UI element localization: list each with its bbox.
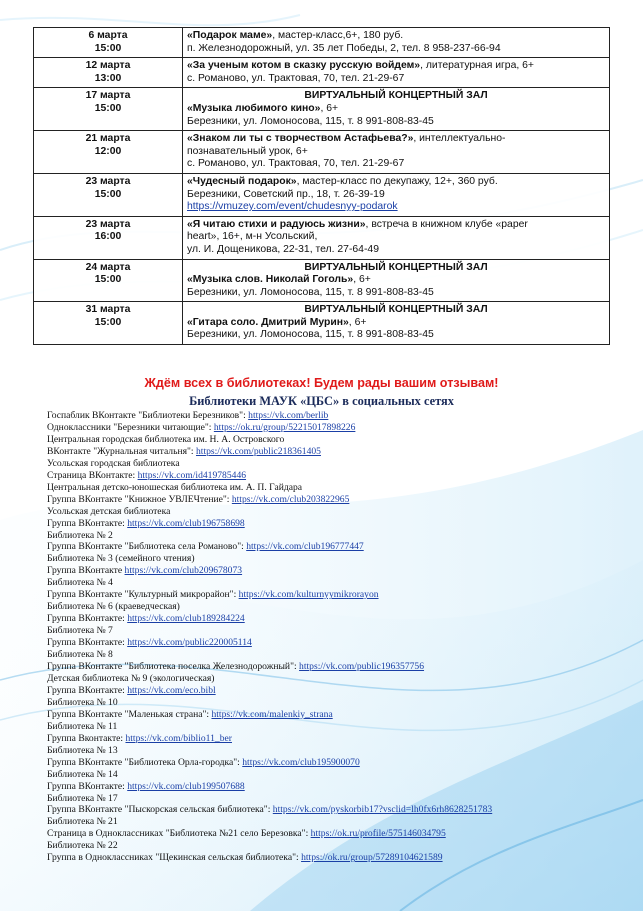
- event-row: [34, 173, 610, 216]
- event-address-line: heart», 16+, м-н Усольский,: [187, 231, 318, 243]
- event-details: , интеллектуально-: [413, 133, 506, 145]
- social-label: Группа ВКонтакте:: [47, 780, 128, 792]
- event-date-cell: [34, 28, 183, 58]
- library-name: [47, 816, 627, 828]
- library-name: [47, 553, 627, 565]
- social-link[interactable]: https://vk.com/public220005114: [127, 637, 252, 649]
- event-date: 24 марта: [85, 261, 131, 273]
- event-address-line: Березники, ул. Ломоносова, 115, т. 8 991-808-83-45: [187, 286, 434, 298]
- event-title-line: [187, 103, 605, 116]
- social-link[interactable]: https://vk.com/berlib: [248, 410, 329, 421]
- social-label: Центральная детско-юношеская библиотека им. А. П. Гайдара: [47, 481, 303, 493]
- social-link[interactable]: https://vk.com/malenkiy_strana: [211, 708, 333, 720]
- social-link-entry: [47, 709, 627, 721]
- event-date-cell: [34, 58, 183, 88]
- event-address-line: с. Романово, ул. Трактовая, 70, тел. 21-29-67: [187, 158, 405, 170]
- event-date: 23 марта: [85, 218, 131, 230]
- social-link[interactable]: https://vk.com/club196758698: [127, 517, 245, 529]
- event-title: «Гитара соло. Дмитрий Мурин»: [187, 316, 349, 328]
- event-title-line: [187, 176, 605, 189]
- event-date: 31 марта: [85, 304, 131, 316]
- social-label: Библиотека № 22: [47, 840, 118, 852]
- event-info-cell: [183, 216, 610, 259]
- social-label: ВКонтакте "Журнальная читальня":: [47, 445, 196, 457]
- social-networks-list: [47, 410, 627, 864]
- event-address-line: Березники, ул. Ломоносова, 115, т. 8 991-808-83-45: [187, 329, 434, 341]
- event-details: , мастер-класс,6+, 180 руб.: [272, 30, 404, 41]
- social-link[interactable]: https://vk.com/club203822965: [231, 493, 350, 505]
- social-link[interactable]: https://vk.com/club195900070: [242, 756, 360, 768]
- social-label: Библиотека № 13: [47, 744, 118, 756]
- library-name: [47, 793, 627, 805]
- social-link-entry: [47, 565, 627, 577]
- event-time: 12:00: [94, 145, 122, 157]
- social-label: Библиотека № 6 (краеведческая): [47, 601, 180, 613]
- social-label: Библиотека № 11: [47, 720, 118, 732]
- social-link-entry: [47, 589, 627, 601]
- event-row: [34, 216, 610, 259]
- event-address-line: познавательный урок, 6+: [187, 145, 308, 157]
- social-label: Библиотека № 7: [47, 625, 113, 637]
- event-venue-header: ВИРТУАЛЬНЫЙ КОНЦЕРТНЫЙ ЗАЛ: [304, 90, 488, 102]
- social-label: Библиотека № 2: [47, 529, 113, 541]
- social-link-entry: [47, 494, 627, 506]
- social-label: Группа ВКонтакте: [47, 565, 125, 577]
- event-row: [34, 58, 610, 88]
- social-label: Группа ВКонтакте:: [47, 517, 128, 529]
- event-title-line: [187, 219, 605, 232]
- social-link-entry: [47, 828, 627, 840]
- social-link-entry: [47, 518, 627, 530]
- social-label: Группа Вконтакте:: [47, 732, 126, 744]
- social-label: Группа ВКонтакте "Библиотека Орла-городка":: [47, 756, 243, 768]
- library-name: [47, 530, 627, 542]
- event-date-cell: [34, 173, 183, 216]
- social-link-entry: [47, 446, 627, 458]
- event-title-line: [187, 30, 605, 43]
- event-details: , 6+: [353, 274, 371, 286]
- library-name: [47, 458, 627, 470]
- event-date-cell: [34, 302, 183, 345]
- social-link[interactable]: https://ok.ru/group/52215017898226: [213, 421, 356, 433]
- social-link-entry: [47, 852, 627, 864]
- social-link[interactable]: https://vk.com/kulturnyymikrorayon: [238, 589, 379, 601]
- event-venue-header: ВИРТУАЛЬНЫЙ КОНЦЕРТНЫЙ ЗАЛ: [304, 261, 488, 273]
- event-title: «Музыка слов. Николай Гоголь»: [187, 274, 354, 286]
- event-info-cell: [183, 28, 610, 58]
- event-row: [34, 131, 610, 174]
- event-link[interactable]: https://vmuzey.com/event/chudesnyy-podarok: [187, 201, 398, 213]
- social-label: Группа ВКонтакте "Культурный микрорайон":: [47, 589, 239, 601]
- social-link[interactable]: https://vk.com/eco.bibl: [127, 684, 216, 696]
- event-info-cell: [183, 173, 610, 216]
- social-link[interactable]: https://vk.com/club199507688: [127, 780, 245, 792]
- library-name: [47, 745, 627, 757]
- social-label: Библиотека № 17: [47, 792, 118, 804]
- social-label: Госпаблик ВКонтакте "Библиотеки Березников":: [47, 410, 249, 421]
- event-address-line: с. Романово, ул. Трактовая, 70, тел. 21-29-67: [187, 72, 405, 84]
- event-date: 23 марта: [85, 175, 131, 187]
- social-link-entry: [47, 733, 627, 745]
- event-info-cell: [183, 58, 610, 88]
- social-label: Страница в Одноклассниках "Библиотека №21 село Березовка":: [47, 828, 311, 840]
- library-name: [47, 625, 627, 637]
- social-label: Группа ВКонтакте:: [47, 613, 128, 625]
- event-address-line: ул. И. Дощеникова, 22-31, тел. 27-64-49: [187, 243, 379, 255]
- event-date-cell: [34, 131, 183, 174]
- event-address-line: Березники, Советский пр., 18, т. 26-39-19: [187, 188, 385, 200]
- social-label: Детская библиотека № 9 (экологическая): [47, 672, 215, 684]
- social-link-entry: [47, 661, 627, 673]
- social-link[interactable]: https://vk.com/club209678073: [124, 565, 243, 577]
- social-link[interactable]: https://ok.ru/profile/575146034795: [310, 828, 446, 840]
- event-info-cell: [183, 88, 610, 131]
- social-link[interactable]: https://vk.com/club189284224: [127, 613, 245, 625]
- event-date-cell: [34, 259, 183, 302]
- event-title-line: [187, 274, 605, 287]
- social-link-entry: [47, 685, 627, 697]
- event-date-cell: [34, 88, 183, 131]
- social-link[interactable]: https://vk.com/public218361405: [195, 445, 321, 457]
- social-label: Библиотека № 14: [47, 768, 118, 780]
- library-name: [47, 649, 627, 661]
- social-label: Усольская городская библиотека: [47, 457, 180, 469]
- event-time: 15:00: [94, 316, 122, 328]
- social-label: Одноклассники "Березники читающие":: [47, 421, 214, 433]
- library-name: [47, 482, 627, 494]
- event-details: , мастер-класс по декупажу, 12+, 360 руб.: [296, 175, 498, 187]
- library-name: [47, 769, 627, 781]
- event-info-cell: [183, 302, 610, 345]
- event-title-line: [187, 317, 605, 330]
- library-name: [47, 434, 627, 446]
- social-link-entry: [47, 541, 627, 553]
- social-label: Группа в Одноклассниках "Щекинская сельская библиотека":: [47, 852, 302, 864]
- social-link-entry: [47, 757, 627, 769]
- social-label: Усольская детская библиотека: [47, 505, 171, 517]
- library-name: [47, 506, 627, 518]
- event-time: 16:00: [94, 231, 122, 243]
- social-label: Группа ВКонтакте "Библиотека села Романово":: [47, 541, 247, 553]
- social-label: Группа ВКонтакте "Библиотека поселка Железнодорожный":: [47, 661, 300, 673]
- social-networks-title: Библиотеки МАУК «ЦБС» в социальных сетях: [189, 394, 454, 408]
- social-label: Библиотека № 21: [47, 816, 118, 828]
- event-time: 15:00: [94, 188, 122, 200]
- social-label: Библиотека № 4: [47, 577, 113, 589]
- library-name: [47, 673, 627, 685]
- event-time: 13:00: [94, 72, 122, 84]
- social-link-entry: [47, 410, 627, 422]
- event-date: 6 марта: [88, 30, 128, 41]
- social-label: Группа ВКонтакте "Пыскорская сельская библиотека":: [47, 804, 273, 816]
- event-info-cell: [183, 131, 610, 174]
- event-details: , литературная игра, 6+: [420, 60, 534, 72]
- event-title: «Я читаю стихи и радуюсь жизни»: [187, 218, 366, 230]
- event-address-line: п. Железнодорожный, ул. 35 лет Победы, 2, тел. 8 958-237-66-94: [187, 42, 501, 54]
- social-label: Группа ВКонтакте:: [47, 684, 128, 696]
- social-label: Группа ВКонтакте "Книжное УВЛЕЧтение":: [47, 493, 232, 505]
- event-time: 15:00: [94, 42, 122, 54]
- event-address-line: Березники, ул. Ломоносова, 115, т. 8 991-808-83-45: [187, 115, 434, 127]
- event-venue-header: ВИРТУАЛЬНЫЙ КОНЦЕРТНЫЙ ЗАЛ: [304, 304, 488, 316]
- event-time: 15:00: [94, 274, 122, 286]
- library-name: [47, 577, 627, 589]
- event-date: 17 марта: [85, 90, 131, 102]
- event-row: [34, 302, 610, 345]
- social-link-entry: [47, 781, 627, 793]
- event-title-line: [187, 60, 605, 73]
- events-table: [33, 27, 610, 345]
- library-name: [47, 721, 627, 733]
- social-label: Группа ВКонтакте "Маленькая страна":: [47, 708, 212, 720]
- event-title: «Знаком ли ты с творчеством Астафьева?»: [187, 133, 414, 145]
- event-details: , 6+: [320, 102, 339, 114]
- social-link[interactable]: https://ok.ru/group/57289104621589: [301, 852, 443, 864]
- social-link[interactable]: https://vk.com/club196777447: [246, 541, 364, 553]
- social-link-entry: [47, 422, 627, 434]
- social-label: Центральная городская библиотека им. Н. А. Островского: [47, 433, 285, 445]
- event-details: , 6+: [348, 316, 367, 328]
- social-link-entry: [47, 613, 627, 625]
- event-title-line: [187, 133, 605, 146]
- social-label: Библиотека № 10: [47, 696, 118, 708]
- social-label: Страница ВКонтакте:: [47, 469, 138, 481]
- social-link[interactable]: https://vk.com/biblio11_ber: [125, 732, 232, 744]
- event-title: «Подарок маме»: [187, 30, 273, 41]
- social-link-entry: [47, 804, 627, 816]
- library-name: [47, 697, 627, 709]
- event-time: 15:00: [94, 102, 122, 114]
- library-name: [47, 601, 627, 613]
- social-label: Группа ВКонтакте:: [47, 637, 128, 649]
- event-title: «За ученым котом в сказку русскую войдем»: [187, 60, 421, 72]
- event-row: [34, 259, 610, 302]
- social-link[interactable]: https://vk.com/public196357756: [299, 661, 425, 673]
- event-date: 12 марта: [85, 60, 131, 72]
- social-label: Библиотека № 3 (семейного чтения): [47, 553, 195, 565]
- welcome-message: Ждём всех в библиотеках! Будем рады вашим отзывам!: [144, 376, 499, 390]
- event-row: [34, 88, 610, 131]
- event-title: «Чудесный подарок»: [187, 175, 297, 187]
- event-date-cell: [34, 216, 183, 259]
- event-title: «Музыка любимого кино»: [187, 102, 321, 114]
- library-name: [47, 840, 627, 852]
- event-details: , встреча в книжном клубе «paper: [365, 218, 528, 230]
- social-link-entry: [47, 637, 627, 649]
- social-link-entry: [47, 470, 627, 482]
- social-label: Библиотека № 8: [47, 649, 113, 661]
- event-info-cell: [183, 259, 610, 302]
- event-row: [34, 28, 610, 58]
- social-link[interactable]: https://vk.com/pyskorbib17?vsclid=lh0fx6rh8628251783: [272, 804, 493, 816]
- event-date: 21 марта: [85, 133, 131, 145]
- social-link[interactable]: https://vk.com/id419785446: [137, 469, 247, 481]
